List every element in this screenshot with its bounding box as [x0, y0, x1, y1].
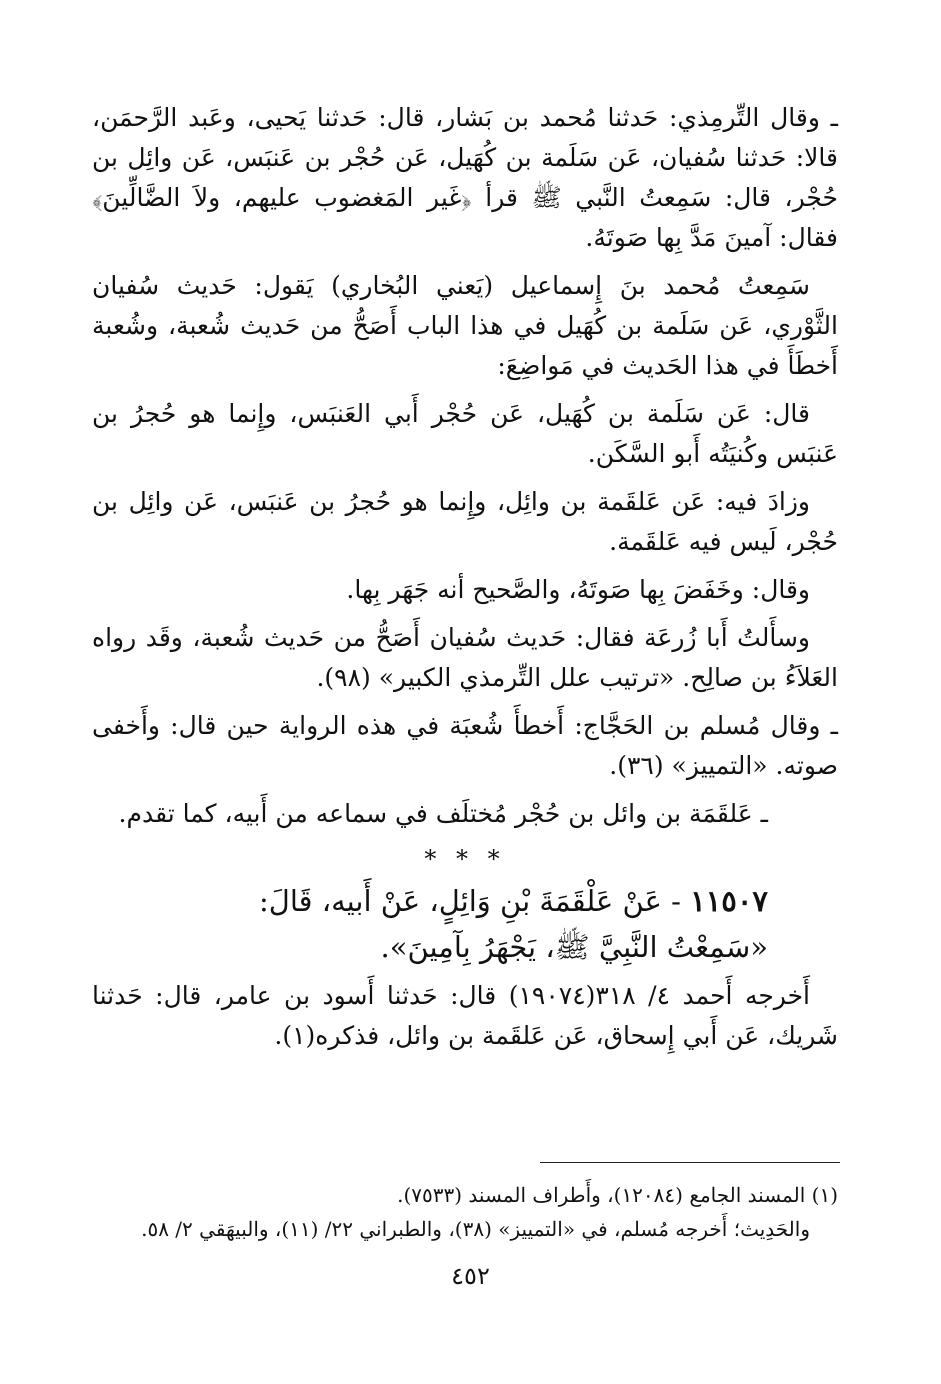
hadith-isnad: - عَنْ عَلْقَمَةَ بْنِ وَائِلٍ، عَنْ أَبيه، قَالَ: — [258, 884, 681, 918]
footnotes — [92, 1178, 838, 1246]
hadith-heading — [92, 878, 838, 924]
footnote-divider — [540, 1162, 840, 1163]
paragraph-abu-zura: وسأَلتُ أَبا زُرعَة فقال: حَديث سُفيان أَصَحُّ من حَديث شُعبة، وقَد رواه العَلاَءُ بن صالِح. «ترتيب علل التِّرمذي الكبير» (٩٨). — [92, 623, 838, 692]
page-body — [92, 98, 838, 1064]
hadith-matn: «سَمِعْتُ النَّبِيَّ ﷺ، يَجْهَرُ بِآمِينَ». — [380, 930, 768, 964]
paragraph-qala: قال: عَن سَلَمة بن كُهَيل، عَن حُجْر أَبي العَنبَس، وإِنما هو حُجرُ بن عَنبَس وكُنيَتُه أَبو السَّكَن. — [92, 399, 838, 468]
paragraph-zada: وزادَ فيه: عَن عَلقَمة بن وائِل، وإِنما هو حُجرُ بن عَنبَس، عَن وائِل بن حُجْر، لَيس فيه عَلقَمة. — [92, 487, 838, 556]
paragraph-bukhari: سَمِعتُ مُحمد بنَ إِسماعيل (يَعني البُخاري) يَقول: حَديث سُفيان الثَّوْري، عَن سَلَمة بن كُهَيل في هذا الباب أَصَحُّ من حَديث شُعبة، وشُعبة أَخطَأَ في هذا الحَديث في مَواضِعَ: — [92, 271, 838, 380]
footnote-2: والحَدِيث؛ أَخرجه مُسلم، في «التمييز» (٣٨)، والطبراني ٢٢/ (١١)، والبيهَقي ٢/ ٥٨. — [141, 1217, 810, 1241]
hadith-number: ١١٥٠٧ — [690, 884, 768, 918]
paragraph-tirmidhi: ـ وقال التِّرمِذي: حَدثنا مُحمد بن بَشار، قال: حَدثنا يَحيى، وعَبد الرَّحمَن، قالا: حَدثنا سُفيان، عَن سَلَمة بن كُهَيل، عَن حُجْر بن عَنبَس، عَن وائِل بن حُجْر، قال: سَمِعتُ النَّبي ﷺ قرأ ﴿غَير المَغضوب عليهم، ولاَ الضَّالِّينَ﴾ فقال: آمينَ مَدَّ بِها صَوتَهُ. — [92, 103, 838, 252]
paragraph-muslim: ـ وقال مُسلم بن الحَجَّاج: أَخطأَ شُعبَة في هذه الرواية حين قال: وأَخفى صوته. «التمييز» (٣٦). — [92, 711, 838, 780]
paragraph-khafada: وقال: وخَفَضَ بِها صَوتَهُ، والصَّحيح أنه جَهَر بِها. — [346, 575, 810, 604]
section-separator: * * * — [424, 845, 506, 873]
page-number: ٤٥٢ — [451, 1262, 490, 1290]
paragraph-takhrij: أَخرجه أَحمد ٤/ ٣١٨(١٩٠٧٤) قال: حَدثنا أَسود بن عامر، قال: حَدثنا شَريك، عَن أَبي إِسحاق، عَن عَلقَمة بن وائل، فذكره(١). — [92, 981, 838, 1050]
footnote-1: (١) المسند الجامع (١٢٠٨٤)، وأَطراف المسند (٧٥٣٣). — [397, 1183, 838, 1207]
paragraph-alqama: ـ عَلقَمَة بن وائل بن حُجْر مُختلَف في سماعه من أَبيه، كما تقدم. — [118, 799, 768, 828]
